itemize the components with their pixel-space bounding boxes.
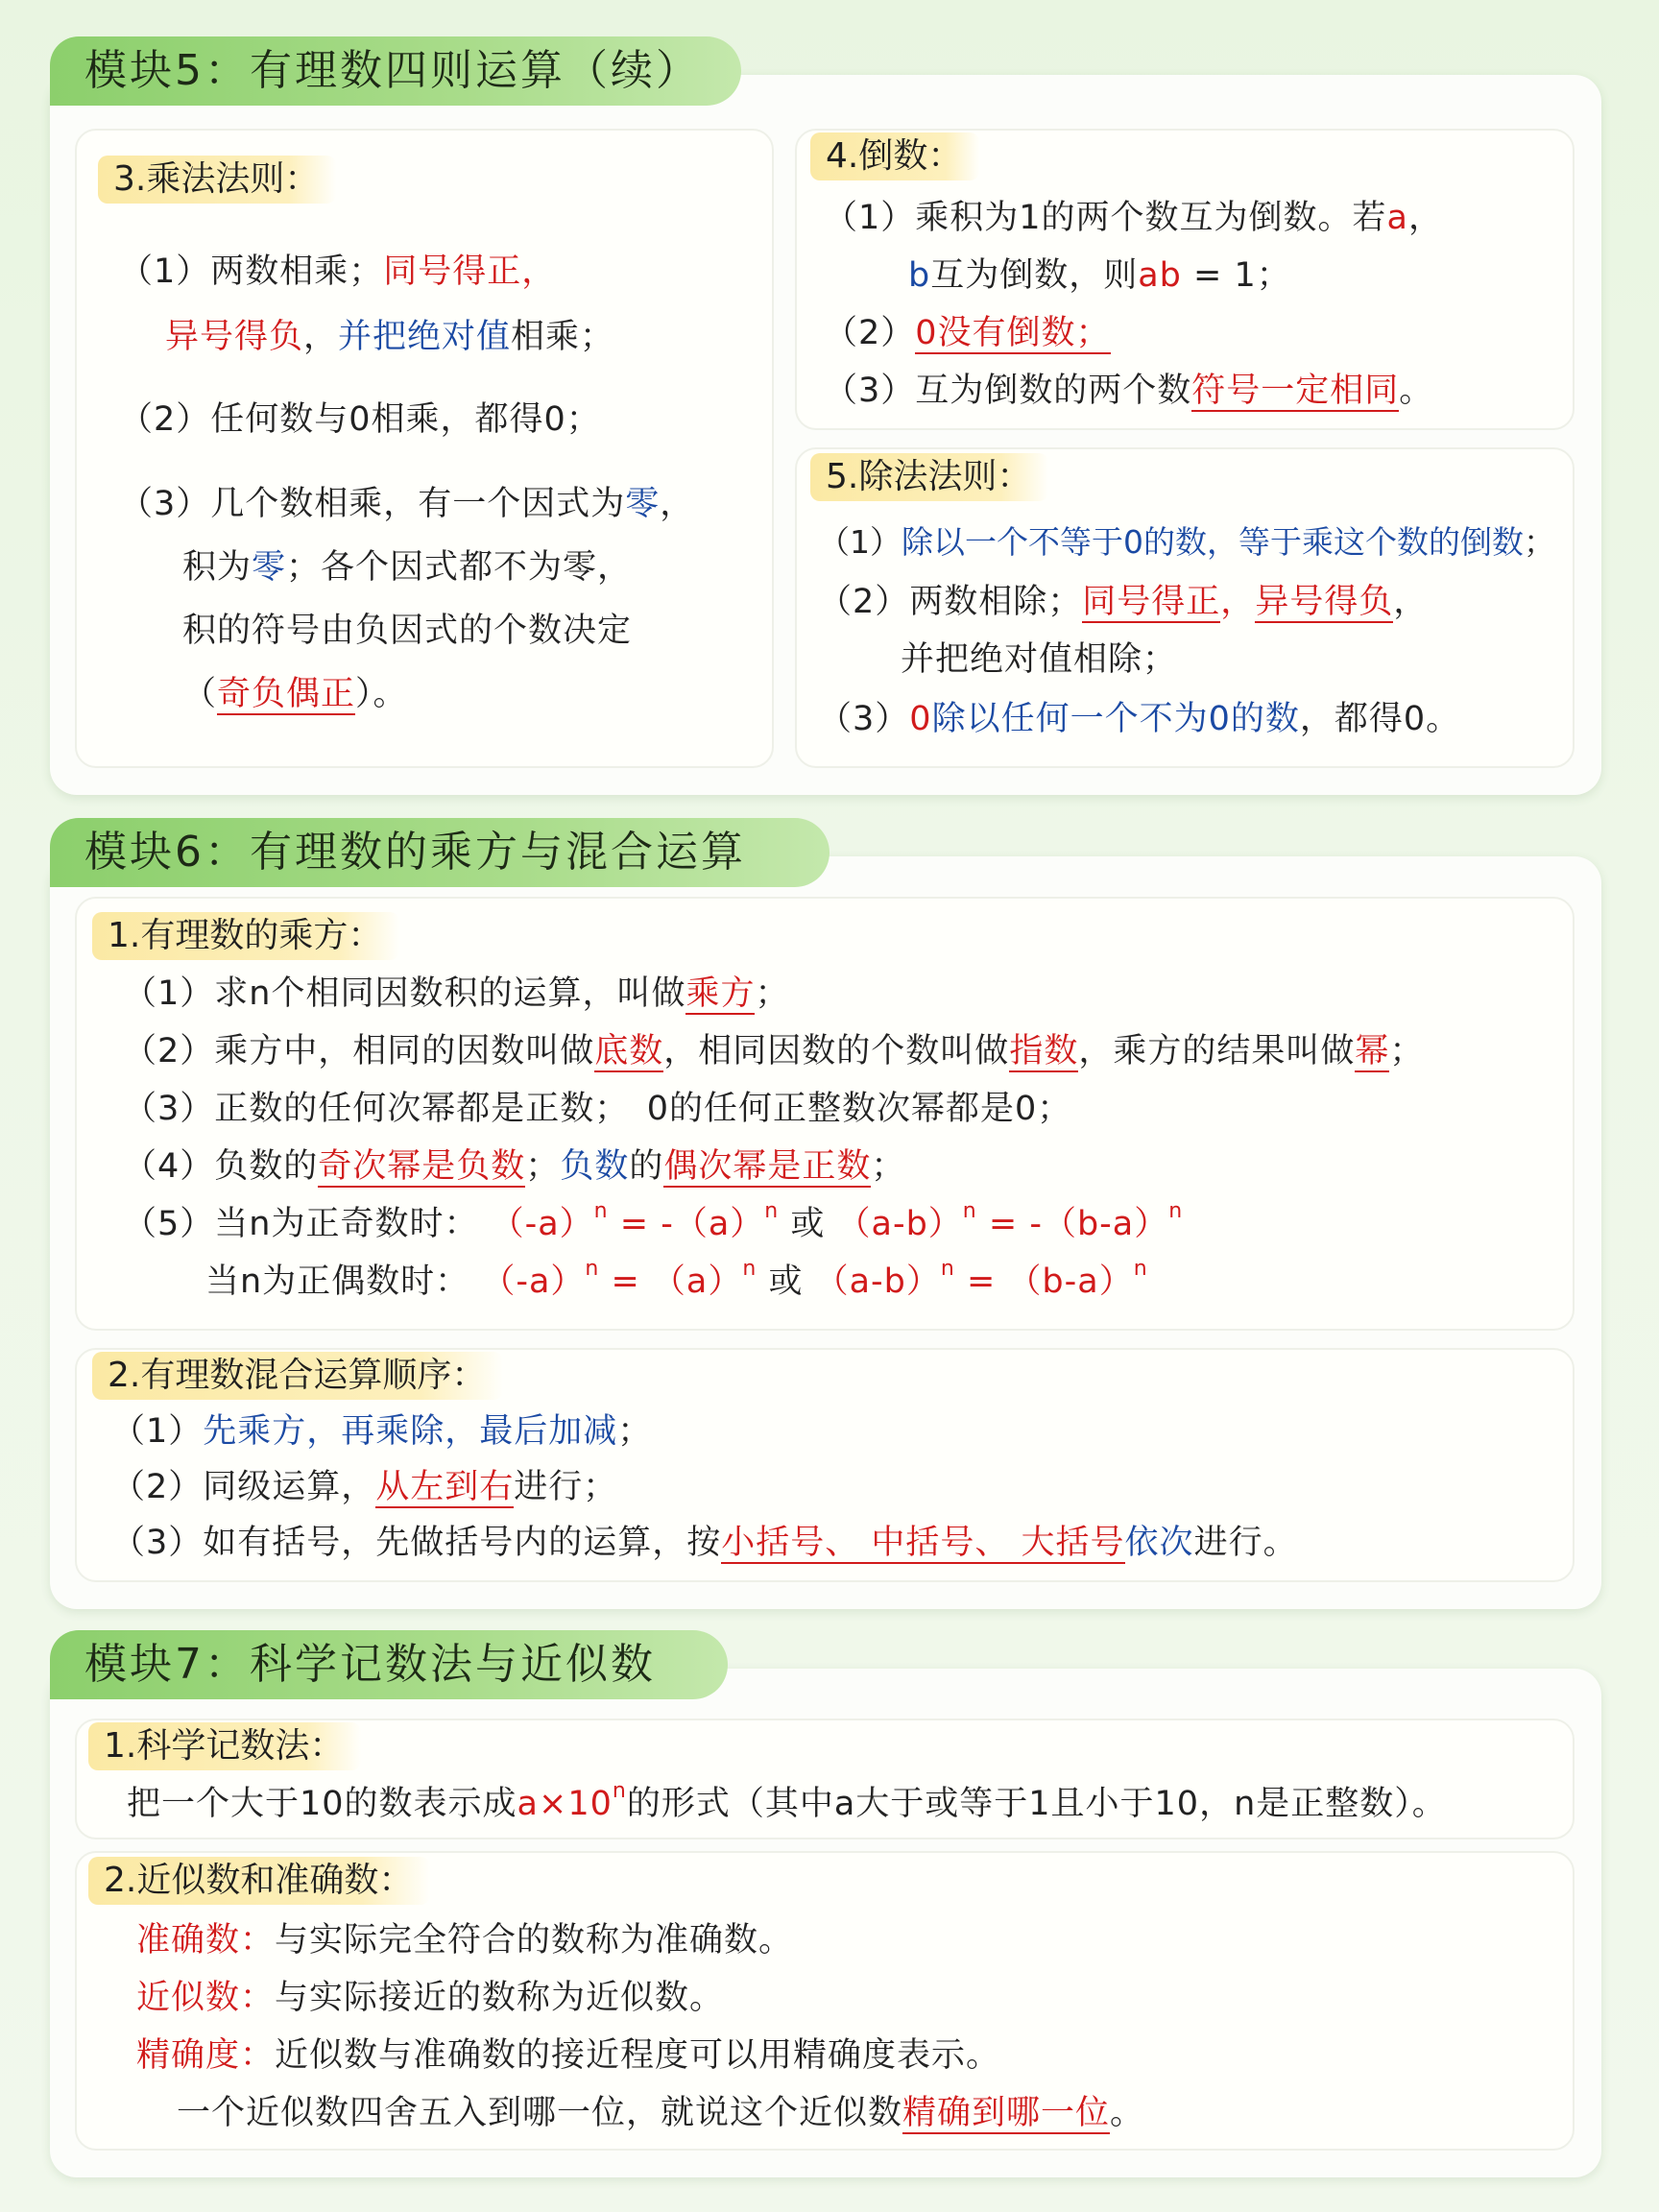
- power-line-2: （2）乘方中，相同的因数叫做底数，相同因数的个数叫做指数，乘方的结果叫做幂；: [123, 1032, 1425, 1070]
- power-line-3: （3）正数的任何次幂都是正数； 0的任何正整数次幂都是0；: [123, 1090, 1072, 1128]
- recip-line-1: （1）乘积为1的两个数互为倒数。若a，: [824, 199, 1444, 237]
- div-line-3: 并把绝对值相除；: [901, 640, 1178, 679]
- mult-line-4: （3）几个数相乘，有一个因式为零，: [119, 485, 695, 523]
- card-division-rule: [795, 447, 1575, 768]
- order-line-2: （2）同级运算，从左到右进行；: [111, 1468, 618, 1506]
- power-line-1: （1）求n个相同因数积的运算，叫做乘方；: [123, 974, 790, 1013]
- card-power: [75, 897, 1575, 1331]
- mult-line-1: （1）两数相乘；同号得正，: [119, 252, 557, 291]
- mult-line-5: 积为零；各个因式都不为零，: [182, 548, 633, 587]
- approx-line-4: 一个近似数四舍五入到哪一位，就说这个近似数精确到哪一位。: [177, 2094, 1145, 2132]
- power-heading: 1.有理数的乘方：: [92, 912, 399, 960]
- recip-line-3: （2）0没有倒数；: [824, 314, 1111, 352]
- mult-line-7: （奇负偶正）。: [182, 675, 408, 713]
- approx-line-3: 精确度：近似数与准确数的接近程度可以用精确度表示。: [136, 2036, 1001, 2075]
- sci-line-1: 把一个大于10的数表示成$a\times 10^n$的形式（其中a大于或等于1且小于10，n是正整数）。: [127, 1779, 1447, 1823]
- card-reciprocal: [795, 129, 1575, 430]
- division-heading: 5.除法法则：: [810, 453, 1048, 501]
- recip-line-4: （3）互为倒数的两个数符号一定相同。: [824, 372, 1434, 410]
- reciprocal-heading: 4.倒数：: [810, 132, 979, 180]
- card-multiplication-rule: [75, 129, 774, 768]
- order-line-3: （3）如有括号，先做括号内的运算，按小括号、 中括号、 大括号依次进行。: [111, 1524, 1298, 1562]
- module-5-title: 模块5：有理数四则运算（续）: [50, 36, 741, 106]
- approx-line-2: 近似数：与实际接近的数称为近似数。: [136, 1979, 725, 2017]
- module-7: [50, 1630, 1601, 2177]
- mult-line-3: （2）任何数与0相乘，都得0；: [119, 400, 601, 439]
- order-line-1: （1）先乘方，再乘除，最后加减；: [111, 1412, 653, 1451]
- div-line-4: （3）0除以任何一个不为0的数，都得0。: [818, 700, 1461, 738]
- power-line-6: 当n为正偶数时： $(-a)^n = (a)^n$ 或 $(a-b)^n = (b-a)^n$: [205, 1257, 1148, 1301]
- power-line-4: （4）负数的奇次幂是负数；负数的偶次幂是正数；: [123, 1147, 906, 1186]
- mult-line-2: 异号得负，并把绝对值相乘；: [165, 318, 615, 356]
- card-approximate-numbers: [75, 1851, 1575, 2151]
- module-7-title: 模块7：科学记数法与近似数: [50, 1630, 728, 1699]
- multiplication-heading: 3.乘法法则：: [98, 156, 336, 204]
- card-operation-order: [75, 1348, 1575, 1582]
- module-6-title: 模块6：有理数的乘方与混合运算: [50, 818, 830, 887]
- module-5: [50, 36, 1601, 795]
- power-line-5: （5）当n为正奇数时： $(-a)^n = -(a)^n$ 或 $(a-b)^n = -(b-a)^n$: [123, 1199, 1184, 1243]
- card-scientific-notation: [75, 1719, 1575, 1839]
- recip-line-2: b互为倒数，则ab = 1；: [908, 256, 1291, 295]
- approx-line-1: 准确数：与实际完全符合的数称为准确数。: [136, 1921, 794, 1960]
- div-line-2: （2）两数相除；同号得正，异号得负，: [818, 583, 1429, 621]
- order-heading: 2.有理数混合运算顺序：: [92, 1352, 503, 1400]
- sci-heading: 1.科学记数法：: [88, 1722, 361, 1770]
- approx-heading: 2.近似数和准确数：: [88, 1857, 430, 1905]
- div-line-1: （1）除以一个不等于0的数，等于乘这个数的倒数；: [818, 523, 1555, 561]
- mult-line-6: 积的符号由负因式的个数决定: [182, 612, 633, 650]
- module-6: [50, 818, 1601, 1609]
